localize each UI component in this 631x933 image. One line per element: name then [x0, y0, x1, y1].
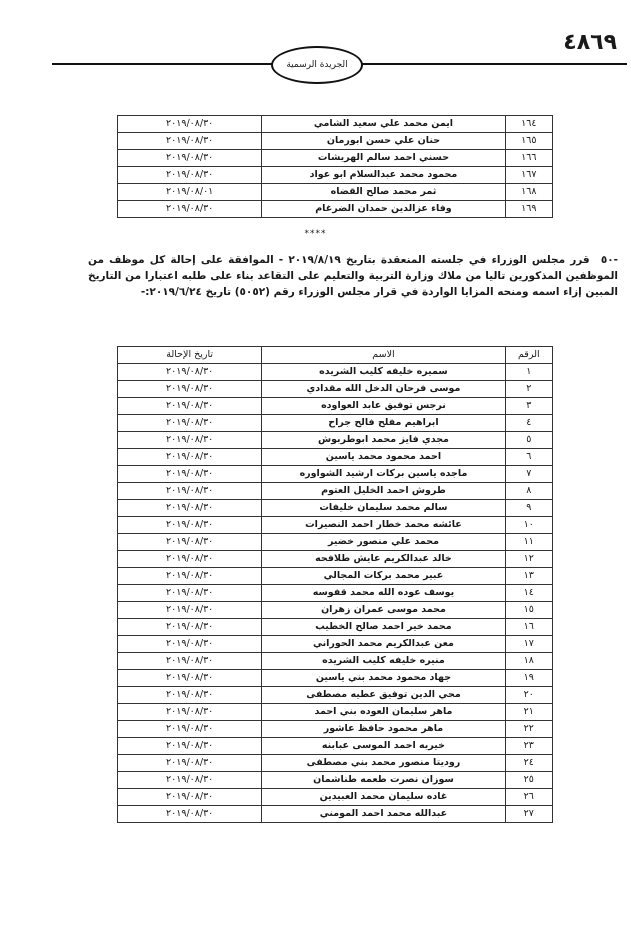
table-row [118, 585, 553, 602]
table-row [118, 619, 553, 636]
decision-text: قرر مجلس الوزراء في جلسته المنعقدة بتاريخ ٢٠١٩/٨/١٩ - الموافقة على إحالة كل موظف من الموظفين المذكورين تاليا من ملاك وزارة التربية والتعليم على التقاعد بناء على طلبه اعتبارا من التاريخ المبين إزاء اسمه ومنحه المزايا الواردة في قرار مجلس الوزراء رقم (٥٠٥٢) تاريخ ٢٠١٩/٦/٢٤:- [88, 254, 618, 298]
row-retirement-date: ٢٠١٩/٠٨/٣٠ [118, 466, 262, 483]
row-name: طروش احمد الخليل العتوم [262, 483, 505, 500]
row-number: ٦ [505, 449, 552, 466]
header-retirement-date: تاريخ الإحالة [118, 347, 262, 364]
row-number: ١٦٧ [505, 167, 552, 184]
section-separator: **** [304, 229, 327, 239]
row-name: محي الدين توفيق عطيه مصطفى [262, 687, 505, 704]
row-name: روديتا منصور محمد بني مصطفى [262, 755, 505, 772]
row-number: ١٦٥ [505, 133, 552, 150]
row-name: نرجس توفيق عابد العواوده [262, 398, 505, 415]
row-name: ماهر محمود حافظ عاشور [262, 721, 505, 738]
row-name: حنان علي حسن ابورمان [262, 133, 505, 150]
row-name: خيريه احمد الموسى عبابنه [262, 738, 505, 755]
table-row [118, 449, 553, 466]
row-retirement-date: ٢٠١٩/٠٨/٣٠ [118, 517, 262, 534]
header-number: الرقم [505, 347, 552, 364]
table-row [118, 466, 553, 483]
row-number: ١٢ [505, 551, 552, 568]
row-number: ٤ [505, 415, 552, 432]
table-row [118, 167, 553, 184]
row-number: ٣ [505, 398, 552, 415]
row-number: ٢٦ [505, 789, 552, 806]
row-name: عبير محمد بركات المجالي [262, 568, 505, 585]
row-retirement-date: ٢٠١٩/٠٨/٣٠ [118, 500, 262, 517]
row-retirement-date: ٢٠١٩/٠٨/٣٠ [118, 738, 262, 755]
row-number: ١٧ [505, 636, 552, 653]
row-retirement-date: ٢٠١٩/٠٨/٣٠ [118, 150, 262, 167]
row-number: ١٥ [505, 602, 552, 619]
table-row [118, 398, 553, 415]
row-retirement-date: ٢٠١٩/٠٨/٣٠ [118, 585, 262, 602]
row-retirement-date: ٢٠١٩/٠٨/٣٠ [118, 789, 262, 806]
table-row [118, 602, 553, 619]
row-name: ماجده ياسين بركات ارشيد الشواوره [262, 466, 505, 483]
row-number: ١٨ [505, 653, 552, 670]
row-retirement-date: ٢٠١٩/٠٨/٣٠ [118, 687, 262, 704]
row-retirement-date: ٢٠١٩/٠٨/٣٠ [118, 398, 262, 415]
row-number: ٢ [505, 381, 552, 398]
row-name: محمد موسى عمران زهران [262, 602, 505, 619]
table-row [118, 364, 553, 381]
table-row [118, 133, 553, 150]
table-row [118, 738, 553, 755]
row-retirement-date: ٢٠١٩/٠٨/٣٠ [118, 364, 262, 381]
row-name: جهاد محمود محمد بني ياسين [262, 670, 505, 687]
row-name: عائشه محمد خطار احمد النصيرات [262, 517, 505, 534]
row-name: وفاء عزالدين حمدان الضرغام [262, 201, 505, 218]
row-number: ١٠ [505, 517, 552, 534]
row-number: ٢٤ [505, 755, 552, 772]
row-name: منيره خليفه كليب الشريده [262, 653, 505, 670]
row-number: ١٦٤ [505, 116, 552, 133]
row-number: ٢١ [505, 704, 552, 721]
row-number: ١٣ [505, 568, 552, 585]
row-number: ١٦٨ [505, 184, 552, 201]
row-number: ١١ [505, 534, 552, 551]
table-header-row [118, 347, 553, 364]
table-row [118, 636, 553, 653]
decision-paragraph [88, 252, 618, 300]
row-retirement-date: ٢٠١٩/٠٨/٣٠ [118, 534, 262, 551]
row-retirement-date: ٢٠١٩/٠٨/٣٠ [118, 551, 262, 568]
row-number: ٢٧ [505, 806, 552, 823]
header-name: الاسم [262, 347, 505, 364]
row-name: عبدالله محمد احمد المومني [262, 806, 505, 823]
row-retirement-date: ٢٠١٩/٠٨/٣٠ [118, 670, 262, 687]
row-number: ٥ [505, 432, 552, 449]
row-retirement-date: ٢٠١٩/٠٨/٣٠ [118, 432, 262, 449]
table-row [118, 568, 553, 585]
row-retirement-date: ٢٠١٩/٠٨/٣٠ [118, 721, 262, 738]
row-name: سميره خليفه كليب الشريده [262, 364, 505, 381]
row-name: خالد عبدالكريم عايش طلافحه [262, 551, 505, 568]
row-number: ٢٣ [505, 738, 552, 755]
table-row [118, 483, 553, 500]
row-name: ماهر سليمان العوده بني احمد [262, 704, 505, 721]
table-row [118, 517, 553, 534]
row-number: ٨ [505, 483, 552, 500]
row-retirement-date: ٢٠١٩/٠٨/٣٠ [118, 483, 262, 500]
row-retirement-date: ٢٠١٩/٠٨/٣٠ [118, 636, 262, 653]
row-retirement-date: ٢٠١٩/٠٨/٣٠ [118, 167, 262, 184]
table-row [118, 415, 553, 432]
row-number: ٢٥ [505, 772, 552, 789]
row-name: غاده سليمان محمد العبيدين [262, 789, 505, 806]
row-retirement-date: ٢٠١٩/٠٨/٣٠ [118, 133, 262, 150]
row-name: ايمن محمد علي سعيد الشامي [262, 116, 505, 133]
header-title-oval [271, 46, 363, 84]
row-retirement-date: ٢٠١٩/٠٨/٣٠ [118, 755, 262, 772]
table-row [118, 551, 553, 568]
row-name: محمد خير احمد صالح الخطيب [262, 619, 505, 636]
table-row [118, 116, 553, 133]
row-number: ٧ [505, 466, 552, 483]
retirees-table-continued [117, 115, 553, 218]
row-number: ١٤ [505, 585, 552, 602]
row-name: معن عبدالكريم محمد الحوراني [262, 636, 505, 653]
row-number: ٩ [505, 500, 552, 517]
row-number: ١٦٩ [505, 201, 552, 218]
header-title: الجريدة الرسمية [286, 60, 348, 70]
row-retirement-date: ٢٠١٩/٠٨/٣٠ [118, 568, 262, 585]
row-retirement-date: ٢٠١٩/٠٨/٣٠ [118, 704, 262, 721]
row-name: سالم محمد سليمان خليفات [262, 500, 505, 517]
table-row [118, 772, 553, 789]
row-number: ٢٢ [505, 721, 552, 738]
row-retirement-date: ٢٠١٩/٠٨/٣٠ [118, 201, 262, 218]
row-number: ١ [505, 364, 552, 381]
row-retirement-date: ٢٠١٩/٠٨/٣٠ [118, 449, 262, 466]
row-retirement-date: ٢٠١٩/٠٨/٣٠ [118, 415, 262, 432]
row-retirement-date: ٢٠١٩/٠٨/٣٠ [118, 772, 262, 789]
row-name: مجدي فايز محمد ابوطربوش [262, 432, 505, 449]
row-name: ثمر محمد صالح القضاه [262, 184, 505, 201]
row-retirement-date: ٢٠١٩/٠٨/٠١ [118, 184, 262, 201]
row-name: يوسف عوده الله محمد قفوسه [262, 585, 505, 602]
table-row [118, 184, 553, 201]
table2-body [118, 364, 553, 823]
row-name: احمد محمود محمد ياسين [262, 449, 505, 466]
table-row [118, 150, 553, 167]
row-number: ١٦٦ [505, 150, 552, 167]
table-row [118, 687, 553, 704]
row-retirement-date: ٢٠١٩/٠٨/٣٠ [118, 806, 262, 823]
row-retirement-date: ٢٠١٩/٠٨/٣٠ [118, 653, 262, 670]
row-retirement-date: ٢٠١٩/٠٨/٣٠ [118, 619, 262, 636]
row-retirement-date: ٢٠١٩/٠٨/٣٠ [118, 602, 262, 619]
decision-number: -٥٠ [600, 254, 619, 266]
table-row [118, 755, 553, 772]
row-name: حسني احمد سالم الهريشات [262, 150, 505, 167]
table-row [118, 670, 553, 687]
table-row [118, 201, 553, 218]
page-number: ٤٨٦٩ [563, 30, 617, 55]
row-name: موسى فرحان الدخل الله مقدادي [262, 381, 505, 398]
table1-body [118, 116, 553, 218]
table-row [118, 789, 553, 806]
retirees-table [117, 346, 553, 823]
row-number: ١٦ [505, 619, 552, 636]
table-row [118, 721, 553, 738]
row-name: ابراهيم مفلح فالح جراح [262, 415, 505, 432]
row-name: محمود محمد عبدالسلام ابو عواد [262, 167, 505, 184]
row-name: محمد علي منصور خضير [262, 534, 505, 551]
row-name: سوزان نصرت طعمه طناشمان [262, 772, 505, 789]
table-row [118, 653, 553, 670]
table-row [118, 704, 553, 721]
row-retirement-date: ٢٠١٩/٠٨/٣٠ [118, 381, 262, 398]
row-number: ٢٠ [505, 687, 552, 704]
row-number: ١٩ [505, 670, 552, 687]
table-row [118, 534, 553, 551]
table-row [118, 806, 553, 823]
table-row [118, 432, 553, 449]
table-row [118, 500, 553, 517]
row-retirement-date: ٢٠١٩/٠٨/٣٠ [118, 116, 262, 133]
table-row [118, 381, 553, 398]
